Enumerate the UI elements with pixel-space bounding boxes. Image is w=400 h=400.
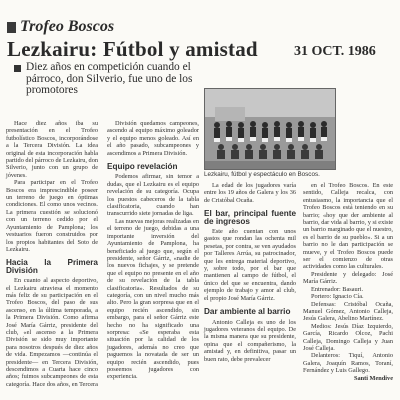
- subheading: El bar, principal fuente de ingresos: [204, 209, 296, 226]
- column-3: [204, 182, 296, 363]
- subheading: Dar ambiente al barrio: [204, 307, 291, 317]
- roster-line: Entrenador: Basauri.: [311, 285, 364, 293]
- col2-paragraph: División quedamos campeones, ascendo al equipo máximo goleador y el equipo menos goleado. Así en el año pasado, subcampeones y ascendimos a Primera División.: [107, 120, 199, 157]
- lead-paragraph: [14, 62, 224, 97]
- col1-paragraph: En cuanto al aspecto deportivo, el Lezkairu atraviesa el momento más feliz de su participación en el Trofeo Boscos, del paso de sus ascenso, en la última temporada, a la Primera División. Como afirma José María Gárriz, presidente del club, «el ascenso a la Primera División se sido muy importante para nosotros después de diez años de vida. Empezamos —continúa el presidente— en Tercera División, descendimos a Cuarta hace cinco años; fuimos subcampeones de esta categoría. Hace dos años, en Tercera: [6, 277, 98, 388]
- column-4: [303, 182, 393, 382]
- headline: Lezkairu: Fútbol y amistad: [7, 37, 258, 61]
- subheading: Hacia la Primera División: [6, 258, 98, 275]
- roster-line: Presidente y delegado: José María Gárriz.: [303, 270, 393, 286]
- col1-paragraph: Para participar en el Trofeo Boscos era imprescindible poseer un terreno de juego en óptimas condiciones. El como unos vecinos. La primera cuestión se solucionó con un terreno cedido por el Ayuntamiento de Pamplona; los vestuarios fueron construidos por los propios habitantes del Soto de Lezkairu.: [6, 179, 98, 253]
- col2-paragraph: Podemos afirmar, sin temor a dudas, que el Lezkairu es el equipo revelación de su categoría. Ocupa los puestos cabeceros de la tabla clasificatoria, cuando han transcurrido siete jornadas de liga.: [107, 173, 199, 218]
- roster-line: Defensas: Cristóbal Ocaña, Manuel Gómez, Antonio Calleja, Jesús Galera, Abelino Martínez.: [303, 300, 393, 323]
- roster-line: Delanteros: Tiquí, Antonio Galera, Joaquín Ramos, Toraní, Fernández y Luis Gallego.: [303, 352, 393, 375]
- photo-caption: Lezkairu, fútbol y espectáculo en Boscos.: [204, 171, 320, 178]
- column-2: [107, 120, 199, 381]
- header-bar-icon: [7, 22, 16, 33]
- col1-intro: Hace diez años iba su presentación en el Trofeo futbolístico Boscos, incorporándose a la Tercera División. La idea original de esta incorporación habla partido del párroco de Lezkairu, don Silverio, junto con un grupo de jóvenes.: [6, 120, 98, 179]
- col4-paragraph: en el Trofeo Boscos. En este sentido, Calleja recalca, con entusiasmo, la importancia que el Trofeo Boscos está teniendo en su barrio; «hoy que der ambiente al barrio, dar vida al barrio, y si existe un barrio marginado que el nuestro, es el barrio de su pueblo». Si a un barrio no le dan participación se mueve, y el Trofeo Boscos puede ser el comienzo de otras actividades como las culturales.: [303, 182, 393, 271]
- column-1: [6, 120, 98, 388]
- col2-paragraph: Las nuevas mejoras realizadas en el terreno de juego, debidas a una importante inversión del Ayuntamiento de Pamplona, ha beneficiado al juego que, según el presidente, señor Gárriz, «nadie de los nuevos fichajes, y se pretende que el equipo no presente en el año de su revelación de la tabla clasificatoria». Resultados de su categoría, con un nivel mucho más alto. Pero la gran sorpresa que en el equipo recién ascendido, sin embargo, para el señor Gárriz este hecho no ha significado una sorpresa: «Se esperaba esta situación por la calidad de los jugadores, además no creo que paguemos la novatada de ser un equipo recién ascendido, pues poseemos jugadores con experiencia.: [107, 217, 199, 381]
- team-photo: [204, 88, 336, 170]
- roster-line: Portero: Ignacio Cía.: [311, 293, 364, 301]
- subheading: Equipo revelación: [107, 162, 178, 172]
- section-kicker: Trofeo Boscos: [20, 18, 115, 35]
- col3-paragraph: La edad de los jugadores varía entre los 19 años de Galera y los 36 de Cristóbal Ocaña.: [204, 182, 296, 204]
- lead-bullet: Diez años en competición cuando el párroco, don Silverio, fue uno de los promotores: [14, 62, 224, 97]
- col3-paragraph: Antonio Calleja es uno de los jugadores veteranos del equipo. De la misma manera que su presidente, opina que el compañerismo, la amistad y, en definitiva, pasar un buen rato, debe prevalecer: [204, 318, 296, 363]
- section-header: [7, 16, 114, 38]
- col3-paragraph: Este año cuentan con unos gastos que rondan las ochenta mil pesetas, por contra, se ven ayudados por Talleres Arrúa, su patrocinador, que les entrega material deportivo, y, sobre todo, por el bar que mantienen al campo de fútbol, el único del que se encuentra, dando ejemplo de trabajo y amor al club, el propio José María Gárriz.: [204, 228, 296, 302]
- roster-line: Medios: Jesús Díaz Izquierdo, García, Ricardo Olcoz, Pachi Calleja, Domingo Calleja y Juan José Calleja.: [303, 322, 393, 352]
- publication-date: 31 OCT. 1986: [294, 44, 376, 59]
- author-signature: Santi Mendive: [353, 374, 393, 382]
